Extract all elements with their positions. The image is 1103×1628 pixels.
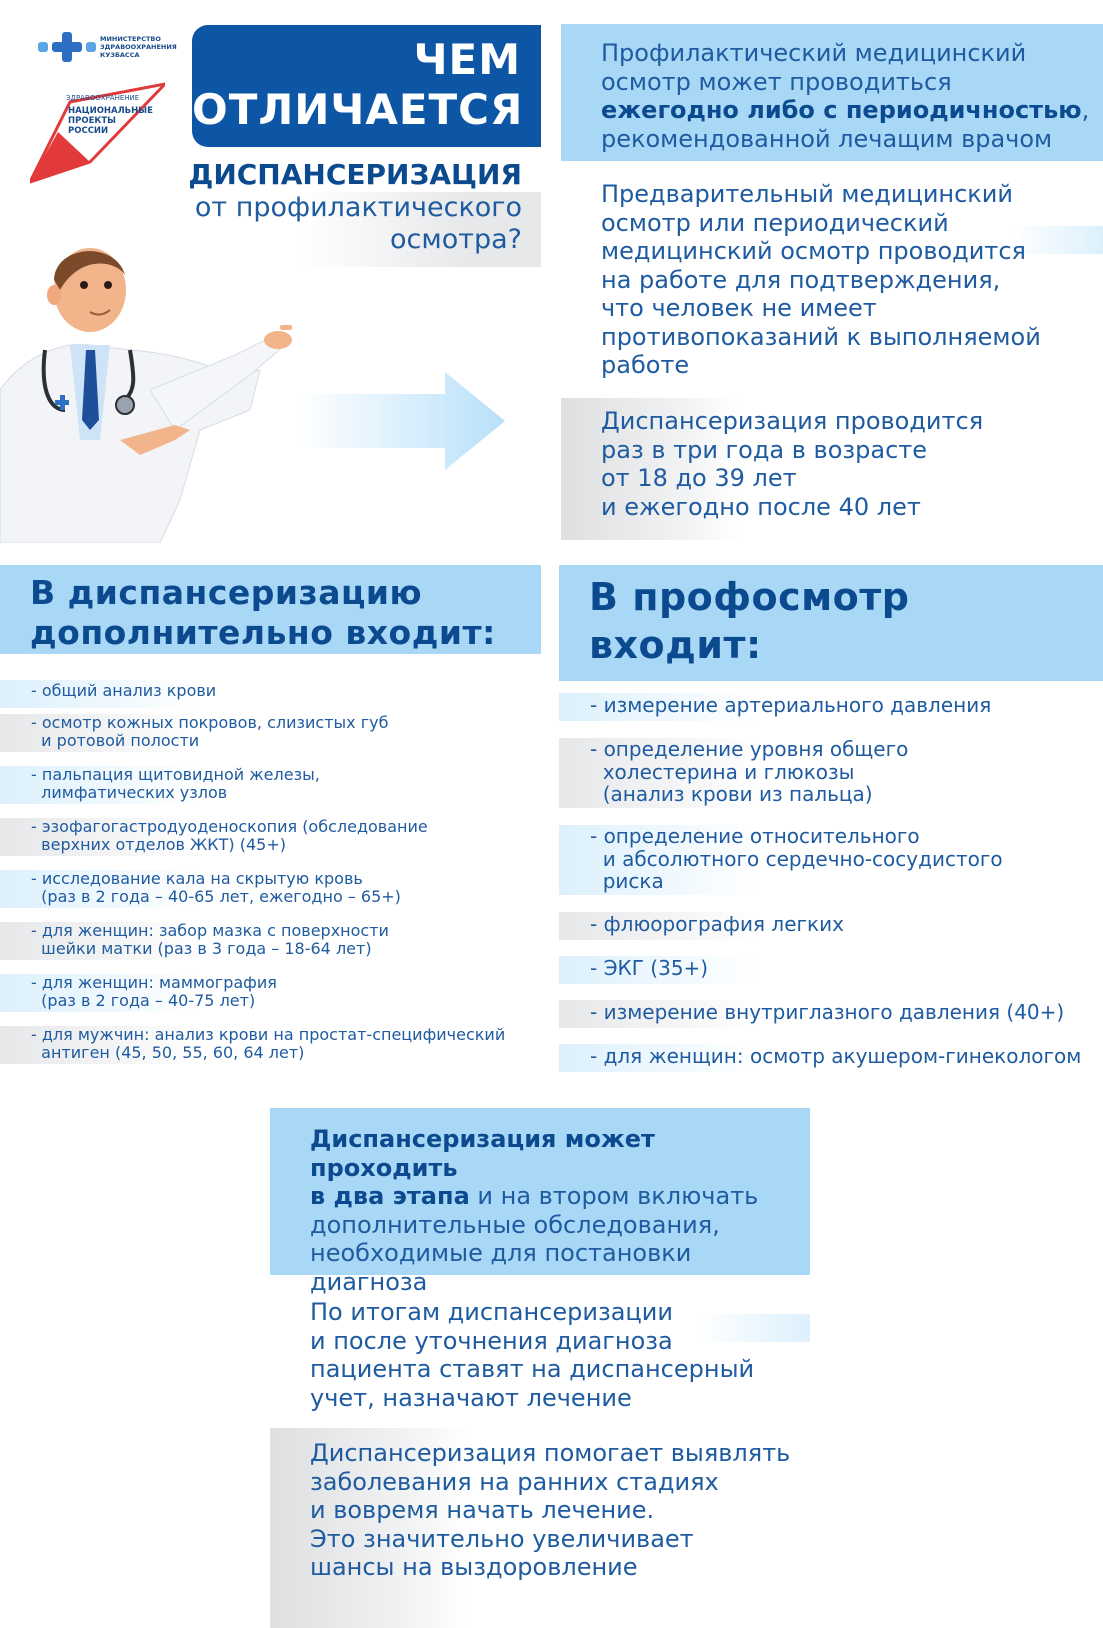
bottom3-line: заболевания на ранних стадиях xyxy=(310,1467,719,1496)
title-line-1: ЧЕМ xyxy=(413,35,521,84)
list-item-text: холестерина и глюкозы xyxy=(590,759,855,784)
info2-line: работе xyxy=(601,351,690,379)
list-item-text: - осмотр кожных покровов, слизистых губ xyxy=(31,713,389,732)
ministry-logo-text: МИНИСТЕРСТВО ЗДРАВООХРАНЕНИЯ КУЗБАССА xyxy=(100,35,177,59)
list-item-text: шейки матки (раз в 3 года – 18-64 лет) xyxy=(31,939,372,958)
checkup-header-line-2: входит: xyxy=(589,623,762,667)
info2-line: медицинский осмотр проводится xyxy=(601,237,1026,265)
title-line-2: ОТЛИЧАЕТСЯ xyxy=(192,85,524,134)
list-item-text: - измерение артериального давления xyxy=(590,693,992,717)
list-item-text: (раз в 2 года – 40-65 лет, ежегодно – 65+) xyxy=(31,887,401,906)
bottom2-line: и после уточнения диагноза xyxy=(310,1326,673,1355)
subtitle-line-2: от профилактического xyxy=(194,192,522,223)
list-item xyxy=(559,912,1103,940)
bottom2-line: пациента ставят на диспансерный xyxy=(310,1355,755,1383)
list-item xyxy=(559,1044,1103,1072)
bottom1-line-1: Диспансеризация может проходить xyxy=(310,1125,655,1182)
info2-line: Предварительный медицинский xyxy=(601,180,1013,208)
bottom1-line-2-tail: и на втором включать xyxy=(469,1182,759,1210)
bottom1-line-3: дополнительные обследования, xyxy=(310,1210,720,1239)
list-item xyxy=(0,680,541,708)
list-item-text: - исследование кала на скрытую кровь xyxy=(31,869,363,888)
national-projects-logo xyxy=(30,82,165,190)
ministry-logo xyxy=(38,27,188,67)
info1-line-3-tail: , xyxy=(1081,96,1090,124)
bottom-box-benefits xyxy=(310,1439,790,1582)
bottom3-line: Диспансеризация помогает выявлять xyxy=(310,1439,791,1467)
list-item-text: - для женщин: маммография xyxy=(31,973,277,992)
list-item-text: - для женщин: осмотр акушером-гинекологом xyxy=(590,1044,1082,1068)
dispensary-section-header xyxy=(0,565,541,654)
checkup-header-line-1: В профосмотр xyxy=(589,575,910,619)
list-item xyxy=(559,738,1103,808)
dispensary-header-line-1: В диспансеризацию xyxy=(30,573,423,612)
subtitle-line-3: осмотра? xyxy=(390,224,522,255)
bottom-box-results xyxy=(310,1298,754,1412)
list-item xyxy=(0,974,541,1012)
list-item xyxy=(559,956,1103,984)
info1-line-4: рекомендованной лечащим врачом xyxy=(601,124,1053,153)
list-item-text: - ЭКГ (35+) xyxy=(590,956,709,980)
info-box-dispensary-frequency xyxy=(601,407,983,521)
list-item xyxy=(0,922,541,960)
info1-line-2: осмотр может проводиться xyxy=(601,67,952,96)
list-item xyxy=(0,714,541,752)
list-item xyxy=(559,693,1103,721)
info1-bold: ежегодно либо с периодичностью xyxy=(601,96,1082,124)
list-item xyxy=(559,825,1103,895)
np-small-text: ЗДРАВООХРАНЕНИЕ xyxy=(66,94,140,102)
info3-line: от 18 до 39 лет xyxy=(601,464,797,492)
arrow-right-icon xyxy=(300,372,505,470)
list-item-text: - флюорография легких xyxy=(590,912,844,936)
bottom-box-two-stages xyxy=(270,1108,810,1296)
list-item xyxy=(0,766,541,804)
list-item-text: - эзофагогастродуоденоскопия (обследование xyxy=(31,817,428,836)
list-item-text: и ротовой полости xyxy=(31,731,200,750)
list-item xyxy=(559,1000,1103,1028)
info3-line: Диспансеризация проводится xyxy=(601,407,984,435)
list-item-text: и абсолютного сердечно-сосудистого xyxy=(590,846,1003,871)
list-item-text: - измерение внутриглазного давления (40+) xyxy=(590,1000,1065,1024)
bottom2-line: учет, назначают лечение xyxy=(310,1383,632,1412)
list-item xyxy=(0,870,541,908)
info2-line: противопоказаний к выполняемой xyxy=(601,322,1041,351)
list-item-text: - для мужчин: анализ крови на простат-специфический xyxy=(31,1025,506,1044)
bottom1-line-2 xyxy=(310,1182,810,1211)
bottom1-line-5: диагноза xyxy=(310,1267,428,1296)
list-item-text: верхних отделов ЖКТ) (45+) xyxy=(31,835,286,854)
bottom1-bold: в два этапа xyxy=(310,1182,470,1210)
subtitle-line-1: ДИСПАНСЕРИЗАЦИЯ xyxy=(188,158,522,191)
list-item-text: (анализ крови из пальца) xyxy=(590,782,873,806)
list-item-text: лимфатических узлов xyxy=(31,783,228,802)
info3-line: и ежегодно после 40 лет xyxy=(601,492,921,521)
bottom3-line: и вовремя начать лечение. xyxy=(310,1496,655,1524)
doctor-illustration xyxy=(0,240,300,543)
info3-line: раз в три года в возрасте xyxy=(601,435,928,464)
info2-line: на работе для подтверждения, xyxy=(601,265,1001,294)
info-box-preventive-exam xyxy=(561,24,1103,161)
list-item-text: - определение уровня общего xyxy=(590,737,909,761)
list-item-text: антиген (45, 50, 55, 60, 64 лет) xyxy=(31,1043,305,1062)
bottom1-line-4: необходимые для постановки xyxy=(310,1239,692,1267)
list-item-text: - для женщин: забор мазка с поверхности xyxy=(31,921,389,940)
info1-line-3 xyxy=(601,96,1089,125)
list-item-text: (раз в 2 года – 40-75 лет) xyxy=(31,991,256,1010)
list-item-text: риска xyxy=(590,869,664,893)
checkup-section-header xyxy=(559,565,1103,681)
info1-line-1: Профилактический медицинский xyxy=(601,39,1027,67)
list-item xyxy=(0,818,541,856)
title-box xyxy=(192,25,541,147)
bottom3-line: Это значительно увеличивает xyxy=(310,1524,694,1553)
dispensary-header-line-2: дополнительно входит: xyxy=(30,613,496,652)
np-main-text: НАЦИОНАЛЬНЫЕ ПРОЕКТЫ РОССИИ xyxy=(68,106,153,136)
list-item-text: - общий анализ крови xyxy=(31,681,217,700)
bottom3-line: шансы на выздоровление xyxy=(310,1553,638,1581)
list-item-text: - определение относительного xyxy=(590,824,920,848)
info2-line: осмотр или периодический xyxy=(601,208,949,237)
ministry-cross-icon xyxy=(38,30,96,64)
info-box-work-exam xyxy=(601,180,1041,380)
info2-line: что человек не имеет xyxy=(601,294,877,322)
list-item-text: - пальпация щитовидной железы, xyxy=(31,765,320,784)
list-item xyxy=(0,1026,541,1064)
bottom2-line: По итогам диспансеризации xyxy=(310,1298,673,1326)
